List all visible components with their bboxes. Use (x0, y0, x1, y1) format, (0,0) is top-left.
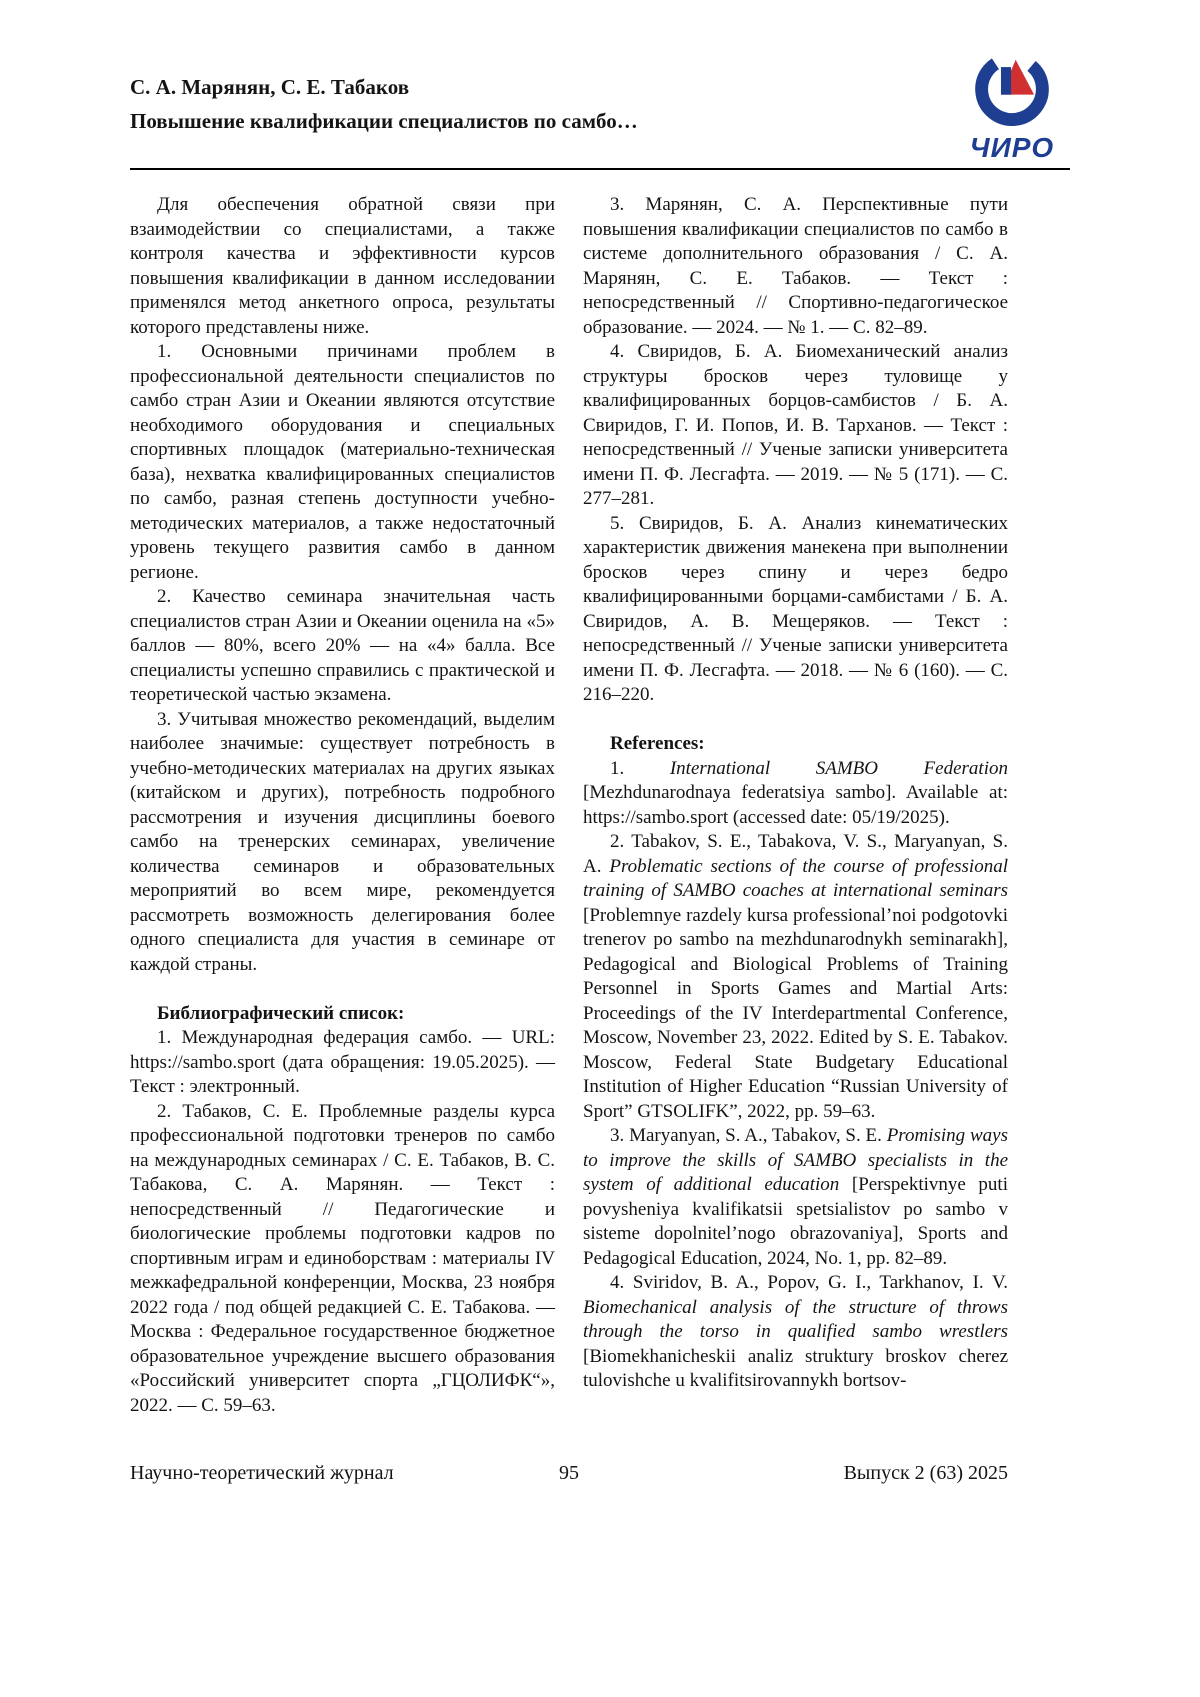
text-run: Promising ways to improve the skills of SAMBO specialists in the system of additional education (583, 1125, 1008, 1195)
text-run: 4. Sviridov, B. A., Popov, G. I., Tarkhanov, I. V. (610, 1272, 1008, 1293)
header-authors: С. А. Марянян, С. Е. Табаков (130, 75, 410, 99)
text-run: Problematic sections of the course of professional training of SAMBO coaches at international seminars (583, 855, 1008, 901)
header-running-title: Повышение квалификации специалистов по самбо… (130, 109, 638, 133)
section-heading (130, 1002, 555, 1027)
footer-issue: Выпуск 2 (63) 2025 (843, 1462, 1008, 1484)
paragraph (583, 512, 1008, 708)
text-run: 1. Международная федерация самбо. — URL: https://sambo.sport (дата обращения: 19.05.2025). — Текст : электронный. (130, 1027, 555, 1097)
paragraph (583, 1124, 1008, 1271)
footer-page-number: 95 (559, 1462, 579, 1484)
text-run: 3. Марянян, С. А. Перспективные пути повышения квалификации специалистов по самбо в системе дополнительного образования / С. А. Марянян, С. Е. Табаков. — Текст : непосредственный // Спортивно-педагогическое образование. — 2024. — № 1. — С. 82–89. (583, 194, 1008, 338)
text-run: Библиографический список: (157, 1002, 405, 1024)
paragraph (130, 1026, 555, 1100)
paragraph (130, 585, 555, 708)
text-run: Biomechanical analysis of the structure of throws through the torso in qualified sambo wrestlers (583, 1296, 1008, 1342)
paragraph (130, 193, 555, 340)
journal-logo-text: ЧИРО (969, 132, 1055, 163)
right-column (583, 193, 1008, 1418)
text-run: 1. Основными причинами проблем в профессиональной деятельности специалистов по самбо стран Азии и Океании являются отсутствие необходимого оборудования и специальных спортивных площадок (материально-техническая база), нехватка квалифицированных специалистов по самбо, разная степень доступности учебно-методических материалов, а также недостаточный уровень текущего развития самбо в данном регионе. (130, 341, 555, 583)
section-heading (583, 732, 1008, 757)
article-body (130, 193, 1008, 1418)
text-run: References: (610, 733, 705, 754)
text-run: 2. Табаков, С. Е. Проблемные разделы курса профессиональной подготовки тренеров по самбо на международных семинарах / С. Е. Табаков, В. С. Табакова, С. А. Марянян. — Текст : непосредственный // Педагогические и биологические проблемы подготовки кадров по спортивным играм и единоборствам : материалы IV межкафедральной конференции, Москва, 23 ноября 2022 года / под общей редакцией С. Е. Табакова. — Москва : Федеральное государственное бюджетное образовательное учреждение высшего образования «Российский университет спорта „ГЦОЛИФК“», 2022. — С. 59–63. (130, 1100, 555, 1416)
text-run: [Mezhdunarodnaya federatsiya sambo]. Available at: https://sambo.sport (accessed date: 05/19/2025). (583, 782, 1008, 828)
text-run: 1. (610, 757, 670, 779)
text-run: [Perspektivnye puti povysheniya kvalifikatsii spetsialistov po sambo v sisteme dopolnitel’nogo obrazovaniya], Sports and Pedagogical Education, 2024, No. 1, pp. 82–89. (583, 1174, 1008, 1269)
text-run: 2. Tabakov, S. E., Tabakova, V. S., Maryanyan, S. A. (583, 831, 1008, 877)
header-divider (130, 168, 1070, 170)
paragraph (583, 340, 1008, 512)
paragraph (583, 757, 1008, 831)
paragraph (130, 340, 555, 585)
text-run: 3. Maryanyan, S. A., Tabakov, S. E. (610, 1125, 887, 1146)
text-run: 2. Качество семинара значительная часть специалистов стран Азии и Океании оценила на «5» баллов — 80%, всего 20% — на «4» балла. Все специалисты успешно справились с практической и теоретической частью экзамена. (130, 586, 555, 705)
text-run: International SAMBO Federation (669, 757, 1008, 779)
page-header (130, 74, 890, 135)
paragraph (130, 1100, 555, 1419)
text-run: Для обеспечения обратной связи при взаимодействии со специалистами, а также контроля качества и эффективности курсов повышения квалификации в данном исследовании применялся метод анкетного опроса, результаты которого представлены ниже. (130, 194, 555, 338)
paragraph (130, 708, 555, 978)
paragraph (583, 830, 1008, 1124)
left-column (130, 193, 555, 1418)
text-run: 5. Свиридов, Б. А. Анализ кинематических характеристик движения манекена при выполнении бросков через спину и через бедро квалифицированными борцами-самбистами / Б. А. Свиридов, А. В. Мещеряков. — Текст : непосредственный // Ученые записки университета имени П. Ф. Лесгафта. — 2018. — № 6 (160). — С. 216–220. (583, 512, 1008, 705)
text-run: 4. Свиридов, Б. А. Биомеханический анализ структуры бросков через туловище у квалифицированных борцов-самбистов / Б. А. Свиридов, Г. И. Попов, И. В. Тарханов. — Текст : непосредственный // Ученые записки университета имени П. Ф. Лесгафта. — 2019. — № 5 (171). — С. 277–281. (583, 341, 1008, 509)
paragraph (583, 1271, 1008, 1394)
text-run: [Biomekhanicheskii analiz struktury broskov cherez tulovishche u kvalifitsirovannykh bortsov- (583, 1345, 1008, 1391)
text-run: [Problemnye razdely kursa professional’noi podgotovki trenerov po sambo na mezhdunarodnykh seminarakh], Pedagogical and Biological Problems of Training Personnel in Sports Games and Martial Arts: Proceedings of the IV Interdepartmental Conference, Moscow, November 23, 2022. Edited by S. E. Tabakov. Moscow, Federal State Budgetary Educational Institution of Higher Education “Russian University of Sport” GTSOLIFK”, 2022, pp. 59–63. (583, 904, 1008, 1122)
footer-journal-type: Научно-теоретический журнал (130, 1462, 394, 1484)
paragraph (583, 193, 1008, 340)
journal-logo (952, 48, 1072, 164)
text-run: 3. Учитывая множество рекомендаций, выделим наиболее значимые: существует потребность в учебно-методических материалах на других языках (китайском и других), потребность подробного рассмотрения и изучения дисциплины боевого самбо на тренерских семинарах, увеличение количества семинаров и образовательных мероприятий во всем мире, рекомендуется рассмотреть возможность делегирования более одного специалиста для участия в семинаре от каждой страны. (130, 708, 555, 975)
journal-logo-icon (966, 48, 1058, 134)
page-footer (130, 1462, 1008, 1485)
